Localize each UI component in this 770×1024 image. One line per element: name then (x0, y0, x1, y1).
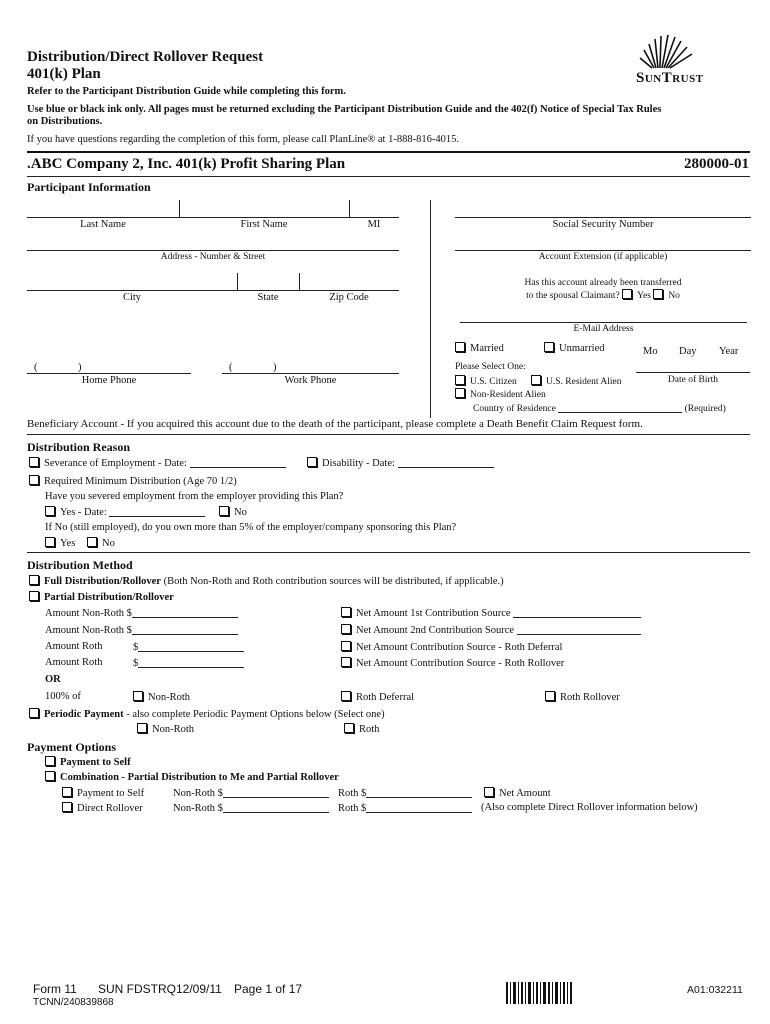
dob-year-label: Year (719, 346, 739, 357)
periodic-roth-option[interactable]: Roth (344, 723, 379, 735)
reason-heading: Distribution Reason (27, 440, 131, 454)
transferred-question-1: Has this account already been transferred (524, 278, 682, 288)
amount-roth-label-1: Amount Roth (45, 641, 103, 652)
net-1st-field[interactable] (513, 607, 641, 618)
unmarried-option[interactable]: Unmarried (544, 342, 604, 354)
rmd-option[interactable]: Required Minimum Distribution (Age 70 1/2) (29, 475, 237, 487)
dob-day-label: Day (679, 346, 697, 357)
periodic-nonroth-option[interactable]: Non-Roth (137, 723, 194, 735)
city-label: City (122, 292, 142, 303)
dob-field[interactable] (636, 372, 750, 373)
ssn-field[interactable] (455, 217, 751, 218)
non-resident-option[interactable]: Non-Resident Alien (455, 388, 546, 400)
footer-sun: SUN FDSTRQ (98, 982, 176, 996)
pct-label: 100% of (45, 691, 81, 702)
disability-checkbox[interactable] (307, 457, 317, 467)
home-area-close: ) (78, 362, 82, 373)
first-name-label: First Name (240, 219, 288, 230)
combo-pay-self-nonroth: Non-Roth $ (173, 787, 329, 799)
severed-yes-checkbox[interactable] (45, 506, 55, 516)
dob-mo-label: Mo (643, 346, 658, 357)
combo-pay-self-roth: Roth $ (338, 787, 472, 799)
net-roth-deferral-option[interactable]: Net Amount Contribution Source - Roth Deferral (341, 641, 562, 653)
still-employed-question: If No (still employed), do you own more than 5% of the employer/company sponsoring this Plan? (45, 522, 457, 533)
payment-to-self-option[interactable]: Payment to Self (45, 756, 131, 768)
periodic-checkbox[interactable] (29, 708, 39, 718)
pct-nonroth-checkbox[interactable] (133, 691, 143, 701)
transferred-no-checkbox[interactable] (653, 289, 663, 299)
severance-date-field[interactable] (190, 457, 286, 468)
amount-nonroth-row-2: Amount Non-Roth $ (45, 624, 238, 636)
net-2nd-field[interactable] (517, 624, 641, 635)
dob-label: Date of Birth (667, 375, 719, 385)
combo-rollover-nonroth-field[interactable] (223, 802, 329, 813)
name-field[interactable] (27, 217, 399, 218)
partial-distribution-checkbox[interactable] (29, 591, 39, 601)
owner-no-checkbox[interactable] (87, 537, 97, 547)
severed-no-checkbox[interactable] (219, 506, 229, 516)
form-title: Distribution/Direct Rollover Request (27, 49, 264, 65)
participant-heading: Participant Information (27, 180, 151, 194)
beneficiary-note: Beneficiary Account - If you acquired this account due to the death of the participant, please complete a Death Benefit Claim Request form. (27, 418, 643, 430)
rmd-checkbox[interactable] (29, 475, 39, 485)
mi-label: MI (367, 219, 381, 230)
plan-name: .ABC Company 2, Inc. 401(k) Profit Sharing Plan (27, 156, 346, 172)
address-field[interactable] (27, 250, 399, 251)
also-complete-note: (Also complete Direct Rollover information below) (481, 802, 698, 813)
full-distribution-option[interactable]: Full Distribution/Rollover (Both Non-Roth and Roth contribution sources will be distributed, if applicable.) (29, 575, 504, 587)
zip-label: Zip Code (329, 292, 369, 303)
amount-nonroth-field-2[interactable] (132, 624, 238, 635)
severance-option[interactable]: Severance of Employment - Date: (29, 457, 286, 469)
ssn-label: Social Security Number (552, 219, 654, 230)
married-option[interactable]: Married (455, 342, 504, 354)
amount-roth-row-2: $ (133, 657, 244, 669)
owner-yes-checkbox[interactable] (45, 537, 55, 547)
net-amount-option[interactable]: Net Amount (484, 787, 551, 799)
combo-rollover-roth-field[interactable] (366, 802, 472, 813)
us-resident-checkbox[interactable] (531, 375, 541, 385)
transferred-question-2: to the spousal Claimant? Yes No (526, 291, 680, 301)
owner-yes-option[interactable]: Yes (45, 537, 75, 549)
combo-pay-self-roth-field[interactable] (366, 787, 472, 798)
amount-roth-label-2: Amount Roth (45, 657, 103, 668)
please-select-label: Please Select One: (455, 362, 526, 372)
method-heading: Distribution Method (27, 558, 133, 572)
net-roth-rollover-option[interactable]: Net Amount Contribution Source - Roth Rollover (341, 657, 564, 669)
pct-roth-rollover-checkbox[interactable] (545, 691, 555, 701)
severed-no-option[interactable]: No (219, 506, 247, 518)
footer-date: 12/09/11 (176, 982, 222, 996)
combination-option[interactable]: Combination - Partial Distribution to Me and Partial Rollover (45, 771, 339, 783)
disability-option[interactable]: Disability - Date: (307, 457, 494, 469)
full-distribution-checkbox[interactable] (29, 575, 39, 585)
periodic-option[interactable]: Periodic Payment - also complete Periodic Payment Options below (Select one) (29, 708, 385, 720)
pct-roth-deferral-option[interactable]: Roth Deferral (341, 691, 414, 703)
amount-roth-field-1[interactable] (138, 641, 244, 652)
periodic-roth-checkbox[interactable] (344, 723, 354, 733)
combo-pay-self-checkbox[interactable] (62, 787, 72, 797)
pct-nonroth-option[interactable]: Non-Roth (133, 691, 190, 703)
barcode-icon (506, 982, 572, 1004)
payment-to-self-checkbox[interactable] (45, 756, 55, 766)
refer-note: Refer to the Participant Distribution Guide while completing this form. (27, 86, 346, 97)
footer-form: Form 11 (33, 982, 77, 996)
work-phone-label: Work Phone (284, 375, 337, 386)
non-resident-checkbox[interactable] (455, 388, 465, 398)
combo-pay-self-option[interactable]: Payment to Self (62, 787, 144, 799)
or-label: OR (45, 674, 61, 685)
unmarried-checkbox[interactable] (544, 342, 554, 352)
questions-note: If you have questions regarding the completion of this form, please call PlanLine® at 1-888-816-4015. (27, 134, 459, 145)
suntrust-sunburst-logo (638, 34, 698, 70)
state-label: State (257, 292, 279, 303)
pct-roth-deferral-checkbox[interactable] (341, 691, 351, 701)
us-citizen-checkbox[interactable] (455, 375, 465, 385)
city-state-zip-field[interactable] (27, 290, 399, 291)
footer-tcnn: TCNN/240839868 (33, 997, 114, 1008)
email-label: E-Mail Address (573, 324, 634, 334)
footer-code: A01:032211 (687, 984, 743, 996)
net-2nd-checkbox[interactable] (341, 624, 351, 634)
ink-note-2: on Distributions. (27, 116, 103, 127)
pct-roth-rollover-option[interactable]: Roth Rollover (545, 691, 620, 703)
plan-number: 280000-01 (684, 156, 749, 172)
country-field[interactable] (558, 402, 682, 413)
net-1st-option[interactable]: Net Amount 1st Contribution Source (341, 607, 641, 619)
combination-checkbox[interactable] (45, 771, 55, 781)
net-roth-deferral-checkbox[interactable] (341, 641, 351, 651)
combo-rollover-option[interactable]: Direct Rollover (62, 802, 143, 814)
partial-distribution-option[interactable]: Partial Distribution/Rollover (29, 591, 174, 603)
severed-yes-option[interactable]: Yes - Date: (45, 506, 205, 518)
country-row: Country of Residence (Required) (473, 404, 726, 414)
us-citizen-option[interactable]: U.S. Citizen (455, 375, 517, 387)
email-field[interactable] (460, 322, 747, 323)
severed-date-field[interactable] (109, 506, 205, 517)
amount-roth-row-1: $ (133, 641, 244, 653)
form-subtitle: 401(k) Plan (27, 66, 101, 82)
amount-roth-field-2[interactable] (138, 657, 244, 668)
last-name-label: Last Name (80, 219, 126, 230)
owner-no-option[interactable]: No (87, 537, 115, 549)
severed-question: Have you severed employment from the employer providing this Plan? (45, 491, 344, 502)
combo-rollover-nonroth: Non-Roth $ (173, 802, 329, 814)
address-label: Address - Number & Street (160, 252, 266, 262)
home-area-open: ( (34, 362, 38, 373)
net-1st-checkbox[interactable] (341, 607, 351, 617)
home-phone-label: Home Phone (81, 375, 137, 386)
footer-page: Page 1 of 17 (234, 982, 303, 996)
work-area-close: ) (273, 362, 277, 373)
married-checkbox[interactable] (455, 342, 465, 352)
periodic-nonroth-checkbox[interactable] (137, 723, 147, 733)
payment-heading: Payment Options (27, 740, 117, 754)
combo-rollover-checkbox[interactable] (62, 802, 72, 812)
net-amount-checkbox[interactable] (484, 787, 494, 797)
account-extension-label: Account Extension (if applicable) (538, 252, 668, 262)
work-area-open: ( (229, 362, 233, 373)
net-2nd-option[interactable]: Net Amount 2nd Contribution Source (341, 624, 641, 636)
account-extension-field[interactable] (455, 250, 751, 251)
severance-checkbox[interactable] (29, 457, 39, 467)
work-phone-field[interactable] (222, 373, 399, 374)
us-resident-option[interactable]: U.S. Resident Alien (531, 375, 621, 387)
combo-pay-self-nonroth-field[interactable] (223, 787, 329, 798)
amount-nonroth-field-1[interactable] (132, 607, 238, 618)
transferred-yes-checkbox[interactable] (622, 289, 632, 299)
disability-date-field[interactable] (398, 457, 494, 468)
combo-rollover-roth: Roth $ (338, 802, 472, 814)
net-roth-rollover-checkbox[interactable] (341, 657, 351, 667)
amount-nonroth-row-1: Amount Non-Roth $ (45, 607, 238, 619)
suntrust-logo-text: SunTrust (636, 70, 704, 86)
home-phone-field[interactable] (27, 373, 191, 374)
ink-note: Use blue or black ink only. All pages must be returned excluding the Participant Distribution Guide and the 402(f) Notice of Special Tax Rules (27, 104, 662, 115)
